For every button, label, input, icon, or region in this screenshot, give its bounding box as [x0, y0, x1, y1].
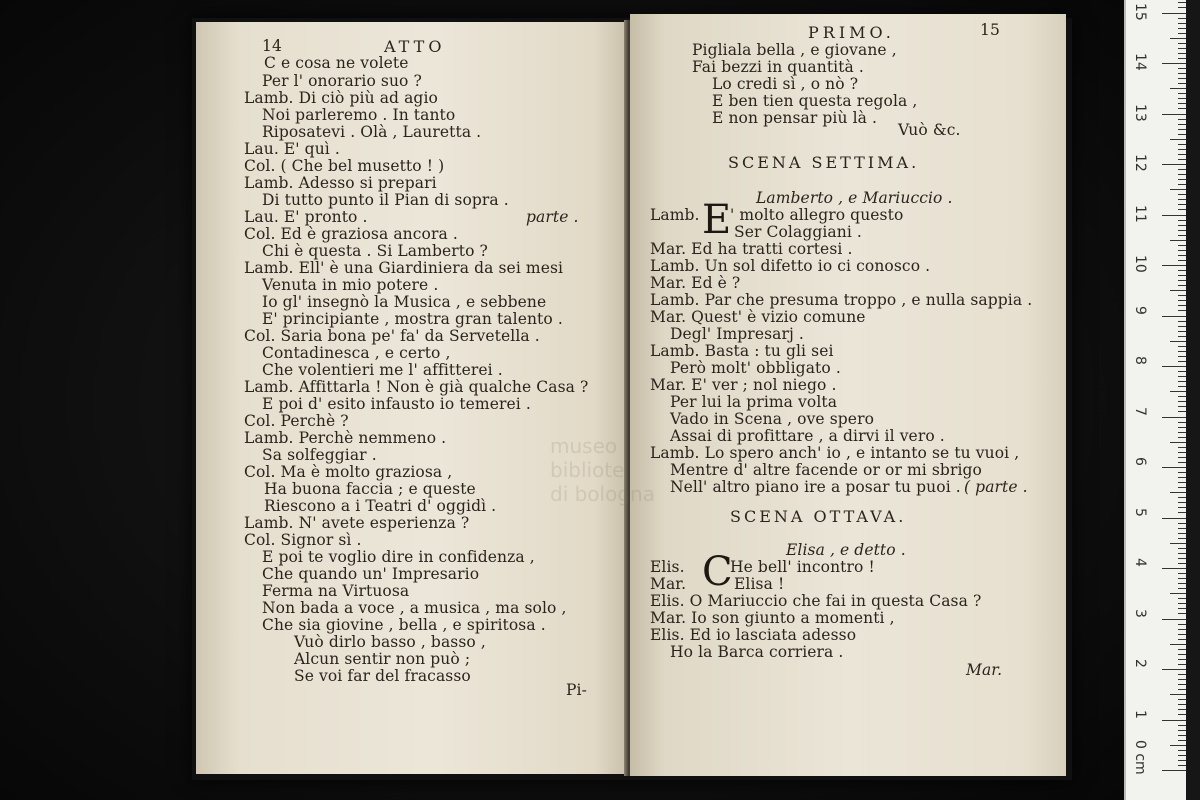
text-line: Io gl' insegnò la Musica , e sebbene: [262, 293, 547, 311]
text-line: Venuta in mio potere .: [262, 276, 439, 294]
text-line: Che volentieri me l' affitterei .: [262, 361, 503, 379]
text-line: Lamb. Affittarla ! Non è già qualche Casa ?: [244, 378, 589, 396]
text-line: Elis. O Mariuccio che fai in questa Casa ?: [650, 592, 982, 610]
scene-characters: Elisa , e detto .: [786, 541, 906, 559]
ruler-tick: [1162, 720, 1188, 721]
text-line: Col. Perchè ?: [244, 412, 349, 430]
speaker-label: Elis.: [650, 558, 685, 576]
drop-capital: E: [702, 197, 732, 243]
text-line: Che quando un' Impresario: [262, 565, 480, 583]
running-head: PRIMO.: [808, 23, 895, 42]
text-line: Pigliala bella , e giovane ,: [692, 41, 897, 59]
text-line: Per l' onorario suo ?: [262, 72, 422, 90]
text-line: Lamb. Lo spero anch' io , e intanto se tu vuoi ,: [650, 444, 1020, 462]
text-line: Lau. E' quì .: [244, 140, 340, 158]
measurement-ruler: [1124, 0, 1188, 800]
text-line: Lamb. Un sol difetto io ci conosco .: [650, 257, 931, 275]
text-line: Lau. E' pronto .: [244, 208, 368, 226]
text-line: Non bada a voce , a musica , ma solo ,: [262, 599, 567, 617]
ruler-tick: [1162, 316, 1188, 317]
stage-direction: parte .: [526, 208, 579, 226]
ruler-tick: [1162, 417, 1188, 418]
text-line: Noi parleremo . In tanto: [262, 106, 456, 124]
text-line: Riposatevi . Olà , Lauretta .: [262, 123, 482, 141]
drop-capital: C: [702, 549, 733, 595]
watermark: [550, 434, 655, 506]
scene-characters: Lamberto , e Mariuccio .: [756, 189, 953, 207]
text-line: Mentre d' altre facende or or mi sbrigo: [670, 461, 982, 479]
text-line: Sa solfeggiar .: [262, 446, 377, 464]
ruler-label: 11: [1132, 204, 1148, 223]
stage-direction: ( parte .: [964, 478, 1028, 496]
text-line: E ben tien questa regola ,: [712, 92, 918, 110]
text-line: Vuò dirlo basso , basso ,: [294, 633, 486, 651]
text-line: Assai di profittare , a dirvi il vero .: [670, 427, 945, 445]
text-line: Riescono a i Teatri d' oggidì .: [264, 497, 497, 515]
text-line: Mar. Ed è ?: [650, 274, 741, 292]
ruler-tick: [1162, 13, 1188, 14]
text-line: Ferma na Virtuosa: [262, 582, 410, 600]
ruler-label: 8: [1132, 356, 1148, 365]
text-line: Nell' altro piano ire a posar tu puoi .: [670, 478, 961, 496]
text-line: Mar. Ed ha tratti cortesi .: [650, 240, 853, 258]
speaker-label: Mar.: [650, 575, 687, 593]
text-line: Che sia giovine , bella , e spiritosa .: [262, 616, 546, 634]
page-number: 14: [262, 37, 282, 55]
text-line: C e cosa ne volete: [264, 54, 409, 72]
text-line: He bell' incontro !: [730, 558, 875, 576]
text-line: Lamb. Adesso si prepari: [244, 174, 437, 192]
text-line: Contadinesca , e certo ,: [262, 344, 451, 362]
ruler-tick: [1162, 467, 1188, 468]
ruler-tick: [1162, 265, 1188, 266]
ruler-tick: [1162, 63, 1188, 64]
text-line: Se voi far del fracasso: [294, 667, 471, 685]
scene-heading: SCENA SETTIMA.: [728, 153, 920, 172]
ruler-label: 2: [1132, 659, 1148, 668]
ruler-label: 9: [1132, 305, 1148, 315]
text-line: Alcun sentir non può ;: [294, 650, 471, 668]
left-page: [196, 22, 628, 774]
text-line: Lamb. Di ciò più ad agio: [244, 89, 438, 107]
text-line: Fai bezzi in quantità .: [692, 58, 864, 76]
text-line: E poi te voglio dire in confidenza ,: [262, 548, 535, 566]
ruler-tick: [1162, 114, 1188, 115]
ruler-label: 7: [1132, 406, 1148, 416]
text-line: Col. ( Che bel musetto ! ): [244, 157, 445, 175]
text-line: Però molt' obbligato .: [670, 359, 841, 377]
ruler-label: 6: [1132, 457, 1148, 466]
right-page: [550, 14, 1066, 776]
text-line: Per lui la prima volta: [670, 393, 838, 411]
text-line: Col. Ed è graziosa ancora .: [244, 225, 458, 243]
text-line: Lamb. Ell' è una Giardiniera da sei mesi: [244, 259, 564, 277]
text-line: Lamb. Par che presuma troppo , e nulla sappia .: [650, 291, 1033, 309]
ruler-tick: [1162, 518, 1188, 519]
ruler-tick: [1162, 164, 1188, 165]
ruler-label: 4: [1132, 558, 1148, 567]
watermark-line: bibliote: [550, 458, 625, 482]
ruler-label: 0 cm: [1132, 740, 1148, 775]
text-line: Mar. E' ver ; nol niego .: [650, 376, 837, 394]
ruler-label: 12: [1132, 154, 1148, 172]
text-line: Elisa !: [734, 575, 785, 593]
text-line: Lamb. N' avete esperienza ?: [244, 514, 470, 532]
text-line: Mar. Quest' è vizio comune: [650, 308, 866, 326]
ruler-tick: [1162, 619, 1188, 620]
ruler-label: 15: [1132, 2, 1148, 21]
text-line: Vuò &c.: [898, 121, 961, 139]
text-line: E' principiante , mostra gran talento .: [262, 310, 563, 328]
text-line: Degl' Impresarj .: [670, 325, 804, 343]
text-line: Chi è questa . Si Lamberto ?: [262, 242, 488, 260]
text-line: Ha buona faccia ; e queste: [264, 480, 476, 498]
ruler-tick: [1162, 215, 1188, 216]
text-line: Vado in Scena , ove spero: [670, 410, 875, 428]
text-line: Lo credi sì , o nò ?: [712, 75, 859, 93]
text-line: Elis. Ed io lasciata adesso: [650, 626, 857, 644]
ruler-label: 5: [1132, 507, 1148, 517]
watermark-line: di bologna: [550, 482, 655, 506]
ruler-label: 13: [1132, 103, 1148, 122]
text-line: Col. Signor sì .: [244, 531, 362, 549]
text-line: ' molto allegro questo: [730, 206, 904, 224]
text-line: E poi d' esito infausto io temerei .: [262, 395, 531, 413]
ruler-tick: [1162, 568, 1188, 569]
ruler-tick: [1162, 366, 1188, 367]
watermark-line: museo: [550, 434, 618, 458]
text-line: Col. Saria bona pe' fa' da Servetella .: [244, 327, 540, 345]
text-line: Lamb. Perchè nemmeno .: [244, 429, 447, 447]
catchword: Mar.: [966, 661, 1003, 679]
ruler-label: 3: [1132, 608, 1148, 618]
text-line: E non pensar più là .: [712, 109, 878, 127]
ruler-label: 10: [1132, 255, 1148, 273]
text-line: Ser Colaggiani .: [734, 223, 862, 241]
ruler-tick: [1162, 770, 1188, 771]
scene-heading: SCENA OTTAVA.: [730, 507, 907, 526]
text-line: Di tutto punto il Pian di sopra .: [262, 191, 509, 209]
page-number: 15: [980, 21, 1000, 39]
ruler-tick: [1162, 669, 1188, 670]
text-line: Mar. Io son giunto a momenti ,: [650, 609, 895, 627]
ruler-edge: [1186, 0, 1200, 800]
ruler-label: 14: [1132, 53, 1148, 71]
running-head: ATTO: [384, 37, 446, 56]
text-line: Lamb. Basta : tu gli sei: [650, 342, 834, 360]
ruler-label: 1: [1132, 709, 1148, 719]
text-line: Ho la Barca corriera .: [670, 643, 844, 661]
speaker-label: Lamb.: [650, 206, 700, 224]
text-line: Col. Ma è molto graziosa ,: [244, 463, 453, 481]
catchword: Pi-: [566, 681, 587, 699]
